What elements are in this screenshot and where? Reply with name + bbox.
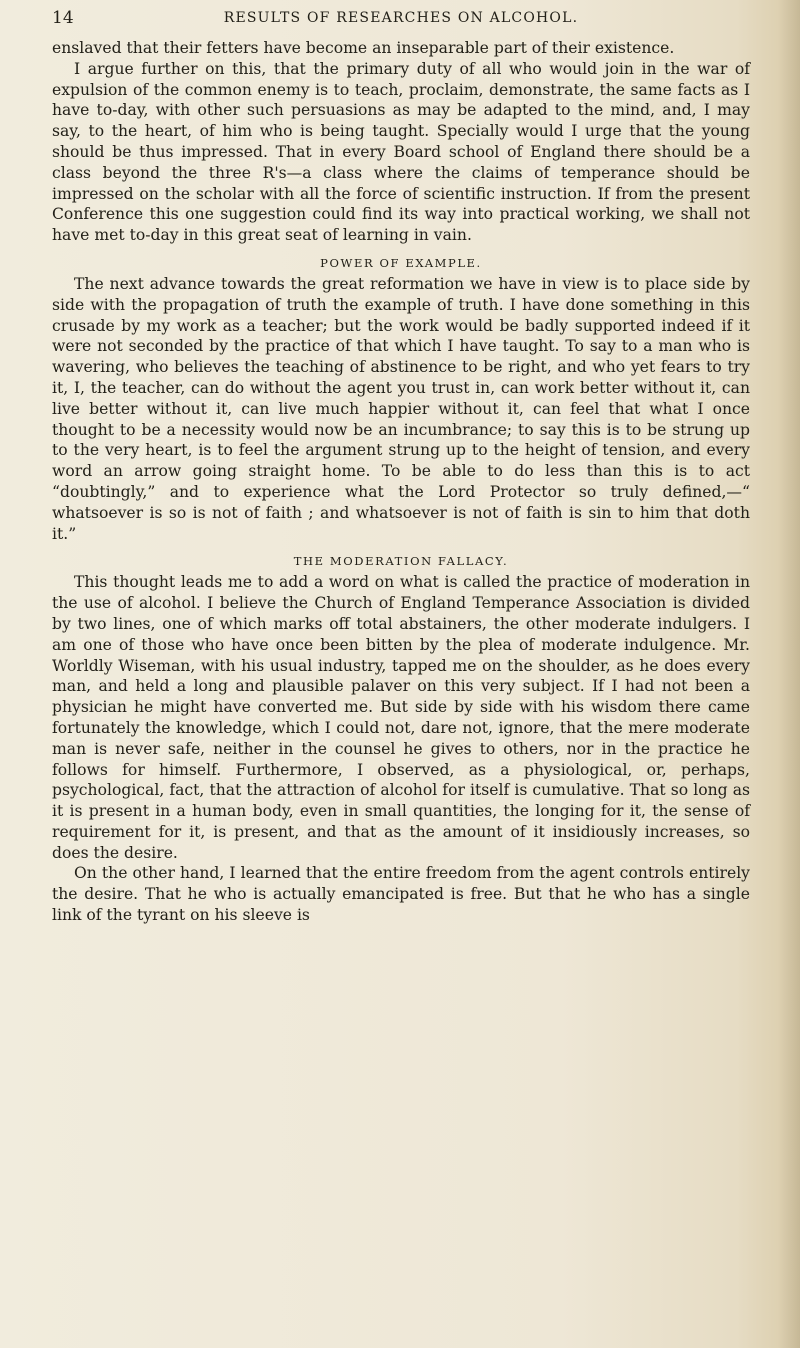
page-header	[52, 8, 750, 32]
section-heading-moderation-fallacy: THE MODERATION FALLACY.	[293, 554, 509, 569]
body-text	[52, 38, 750, 926]
running-head: RESULTS OF RESEARCHES ON ALCOHOL.	[223, 10, 579, 26]
paragraph-example-of-truth: The next advance towards the great reformation we have in view is to place side by side with the propagation of truth the example of truth. I have done something in this crusade by my work as a teacher; but the work would be badly supported indeed if it were not seconded by the practice of that which I have taught. To say to a man who is wavering, who believes the teaching of abstinence to be right, and who yet fears to try it, I, the teacher, can do without the agent you trust in, can work better without it, can live better without it, can live much happier without it, can feel that what I once thought to be a necessity would now be an incumbrance; to say this is to be strung up to the very heart, is to feel the argument strung up to the height of tension, and every word an arrow going straight home. To be able to do less than this is to act “doubtingly,” and to experience what the Lord Protector so truly defined,—“ whatsoever is so is not of faith ; and whatsoever is not of faith is sin to him that doth it.”	[52, 274, 750, 543]
page-number: 14	[52, 8, 74, 28]
paragraph-moderation: This thought leads me to add a word on what is called the practice of moderation in the use of alcohol. I believe the Church of England Temperance Association is divided by two lines, one of which marks off total abstainers, the other moderate indulgers. I am one of those who have once been bitten by the plea of moderate indulgence. Mr. Worldly Wiseman, with his usual industry, tapped me on the shoulder, as he does every man, and held a long and plausible palaver on this very subject. If I had not been a physician he might have converted me. But side by side with his wisdom there came fortunately the knowledge, which I could not, dare not, ignore, that the mere moderate man is never safe, neither in the counsel he gives to others, nor in the practice he follows for himself. Furthermore, I observed, as a physiological, or, perhaps, psychological, fact, that the attraction of alcohol for itself is cumulative. That so long as it is present in a human body, even in small quantities, the longing for it, the sense of requirement for it, is present, and that as the amount of it insidiously increases, so does the desire.	[52, 573, 750, 862]
paragraph-freedom: On the other hand, I learned that the entire freedom from the agent controls entirely the desire. That he who is actually emancipated is free. But that he who has a single link of the tyrant on his sleeve is	[52, 864, 750, 925]
page-edge-shadow	[778, 0, 800, 1348]
paragraph-temperance-teaching: I argue further on this, that the primary duty of all who would join in the war of expulsion of the common enemy is to teach, proclaim, demonstrate, the same facts as I have to-day, with other such persuasions as may be adapted to the mind, and, I may say, to the heart, of him who is being taught. Specially would I urge that the young should be thus impressed. That in every Board school of England there should be a class beyond the three R's—a class where the claims of temperance should be impressed on the scholar with all the force of scientific instruction. If from the present Conference this one suggestion could find its way into practical working, we shall not have met to-day in this great seat of learning in vain.	[52, 59, 750, 245]
section-heading-power-of-example: POWER OF EXAMPLE.	[320, 255, 482, 270]
paragraph-continuation: enslaved that their fetters have become an inseparable part of their existence.	[52, 39, 675, 57]
